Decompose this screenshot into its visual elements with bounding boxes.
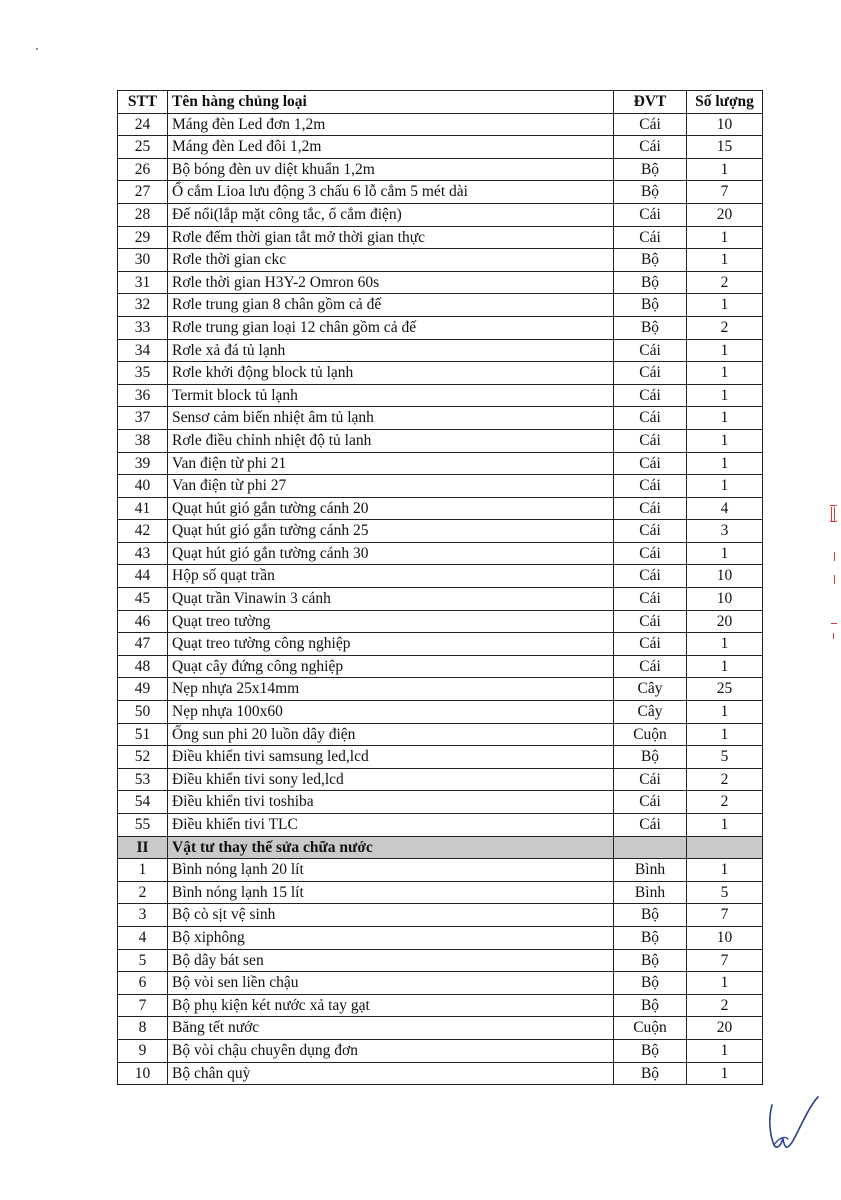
row-unit: Cái xyxy=(614,768,687,791)
row-stt: 47 xyxy=(118,633,168,656)
row-item-name: Bộ bóng đèn uv diệt khuẩn 1,2m xyxy=(168,158,614,181)
row-quantity: 1 xyxy=(687,429,763,452)
row-stt: 37 xyxy=(118,407,168,430)
row-item-name: Quạt treo tường xyxy=(168,610,614,633)
table-row xyxy=(118,1062,763,1085)
row-stt: 38 xyxy=(118,429,168,452)
row-unit: Bộ xyxy=(614,926,687,949)
table-body xyxy=(118,113,763,1085)
row-stt: 39 xyxy=(118,452,168,475)
row-item-name: Quạt cây đứng công nghiệp xyxy=(168,655,614,678)
row-item-name: Bộ xiphông xyxy=(168,926,614,949)
section-row xyxy=(118,836,763,859)
table-row xyxy=(118,1039,763,1062)
row-unit: Cái xyxy=(614,362,687,385)
row-item-name: Ổ cắm Lioa lưu động 3 chấu 6 lỗ cắm 5 mét dài xyxy=(168,181,614,204)
row-unit: Cây xyxy=(614,701,687,724)
row-item-name: Quạt treo tường công nghiệp xyxy=(168,633,614,656)
row-item-name: Hộp số quạt trần xyxy=(168,565,614,588)
row-unit: Bộ xyxy=(614,181,687,204)
row-unit: Bộ xyxy=(614,158,687,181)
table-row xyxy=(118,542,763,565)
table-row xyxy=(118,407,763,430)
row-unit: Cái xyxy=(614,475,687,498)
row-quantity: 7 xyxy=(687,181,763,204)
row-unit: Cái xyxy=(614,655,687,678)
row-unit: Bộ xyxy=(614,949,687,972)
row-item-name: Bình nóng lạnh 20 lít xyxy=(168,859,614,882)
row-item-name: Rơle xả đá tủ lạnh xyxy=(168,339,614,362)
row-item-name: Bộ phụ kiện két nước xả tay gạt xyxy=(168,994,614,1017)
row-unit: Cuộn xyxy=(614,1017,687,1040)
table-row xyxy=(118,768,763,791)
row-quantity: 1 xyxy=(687,701,763,724)
row-unit: Cái xyxy=(614,226,687,249)
row-quantity: 15 xyxy=(687,136,763,159)
row-unit: Bộ xyxy=(614,294,687,317)
row-item-name: Nẹp nhựa 100x60 xyxy=(168,701,614,724)
row-quantity: 1 xyxy=(687,859,763,882)
row-unit: Bộ xyxy=(614,271,687,294)
row-item-name: Máng đèn Led đơn 1,2m xyxy=(168,113,614,136)
row-item-name: Rơle trung gian loại 12 chân gồm cả đế xyxy=(168,316,614,339)
row-stt: 29 xyxy=(118,226,168,249)
row-unit: Cái xyxy=(614,633,687,656)
table-row xyxy=(118,452,763,475)
row-item-name: Quạt trần Vinawin 3 cánh xyxy=(168,588,614,611)
table-row xyxy=(118,136,763,159)
row-quantity: 7 xyxy=(687,904,763,927)
table-row xyxy=(118,926,763,949)
row-stt: 31 xyxy=(118,271,168,294)
row-unit: Cái xyxy=(614,588,687,611)
row-stt: 30 xyxy=(118,249,168,272)
row-quantity: 20 xyxy=(687,610,763,633)
row-item-name: Vật tư thay thế sửa chữa nước xyxy=(168,836,614,859)
row-item-name: Bộ vòi chậu chuyên dụng đơn xyxy=(168,1039,614,1062)
row-quantity xyxy=(687,836,763,859)
row-item-name: Điều khiển tivi samsung led,lcd xyxy=(168,746,614,769)
row-quantity: 5 xyxy=(687,881,763,904)
row-quantity: 20 xyxy=(687,1017,763,1040)
row-item-name: Bộ chân quỳ xyxy=(168,1062,614,1085)
row-item-name: Băng tết nước xyxy=(168,1017,614,1040)
table-row xyxy=(118,994,763,1017)
table-row xyxy=(118,701,763,724)
row-stt: II xyxy=(118,836,168,859)
row-unit: Bộ xyxy=(614,249,687,272)
row-quantity: 1 xyxy=(687,339,763,362)
row-unit: Cái xyxy=(614,565,687,588)
table-row xyxy=(118,226,763,249)
row-item-name: Van điện từ phi 27 xyxy=(168,475,614,498)
row-unit: Cái xyxy=(614,384,687,407)
row-stt: 54 xyxy=(118,791,168,814)
row-unit: Cái xyxy=(614,429,687,452)
row-stt: 50 xyxy=(118,701,168,724)
row-stt: 27 xyxy=(118,181,168,204)
table-row xyxy=(118,339,763,362)
table-row xyxy=(118,565,763,588)
row-quantity: 1 xyxy=(687,475,763,498)
row-unit: Cây xyxy=(614,678,687,701)
row-item-name: Đế nổi(lắp mặt công tắc, ổ cắm điện) xyxy=(168,203,614,226)
row-quantity: 1 xyxy=(687,362,763,385)
row-quantity: 7 xyxy=(687,949,763,972)
table-row xyxy=(118,181,763,204)
row-stt: 33 xyxy=(118,316,168,339)
row-quantity: 1 xyxy=(687,972,763,995)
row-quantity: 1 xyxy=(687,1062,763,1085)
row-stt: 8 xyxy=(118,1017,168,1040)
row-item-name: Quạt hút gió gắn tường cánh 30 xyxy=(168,542,614,565)
row-unit: Cái xyxy=(614,136,687,159)
row-stt: 40 xyxy=(118,475,168,498)
row-quantity: 1 xyxy=(687,1039,763,1062)
row-stt: 52 xyxy=(118,746,168,769)
row-stt: 7 xyxy=(118,994,168,1017)
table-row xyxy=(118,949,763,972)
row-quantity: 10 xyxy=(687,926,763,949)
table-row xyxy=(118,723,763,746)
row-stt: 4 xyxy=(118,926,168,949)
row-unit: Cái xyxy=(614,452,687,475)
row-unit: Bình xyxy=(614,859,687,882)
row-quantity: 2 xyxy=(687,768,763,791)
row-unit: Cái xyxy=(614,497,687,520)
row-stt: 25 xyxy=(118,136,168,159)
row-quantity: 2 xyxy=(687,271,763,294)
row-stt: 51 xyxy=(118,723,168,746)
row-stt: 44 xyxy=(118,565,168,588)
row-stt: 46 xyxy=(118,610,168,633)
table-row xyxy=(118,384,763,407)
row-stt: 9 xyxy=(118,1039,168,1062)
row-stt: 5 xyxy=(118,949,168,972)
row-unit: Bộ xyxy=(614,746,687,769)
table-row xyxy=(118,655,763,678)
row-stt: 34 xyxy=(118,339,168,362)
row-stt: 36 xyxy=(118,384,168,407)
row-item-name: Bộ cò sịt vệ sinh xyxy=(168,904,614,927)
row-stt: 28 xyxy=(118,203,168,226)
row-item-name: Termit block tủ lạnh xyxy=(168,384,614,407)
table-row xyxy=(118,113,763,136)
table-row xyxy=(118,633,763,656)
header-stt: STT xyxy=(118,91,168,114)
row-item-name: Rơle thời gian H3Y-2 Omron 60s xyxy=(168,271,614,294)
table-row xyxy=(118,814,763,837)
row-quantity: 1 xyxy=(687,384,763,407)
row-item-name: Máng đèn Led đôi 1,2m xyxy=(168,136,614,159)
row-unit: Bộ xyxy=(614,1062,687,1085)
table-row xyxy=(118,859,763,882)
row-stt: 1 xyxy=(118,859,168,882)
table-row xyxy=(118,429,763,452)
table-row xyxy=(118,972,763,995)
row-stt: 3 xyxy=(118,904,168,927)
row-quantity: 4 xyxy=(687,497,763,520)
row-unit: Cái xyxy=(614,791,687,814)
row-stt: 55 xyxy=(118,814,168,837)
row-item-name: Điều khiển tivi sony led,lcd xyxy=(168,768,614,791)
materials-table xyxy=(117,90,763,1085)
table-row xyxy=(118,271,763,294)
table-row xyxy=(118,316,763,339)
row-stt: 35 xyxy=(118,362,168,385)
row-item-name: Bộ dây bát sen xyxy=(168,949,614,972)
row-stt: 43 xyxy=(118,542,168,565)
scan-speck xyxy=(36,48,38,50)
row-quantity: 1 xyxy=(687,407,763,430)
row-item-name: Quạt hút gió gắn tường cánh 20 xyxy=(168,497,614,520)
table-row xyxy=(118,497,763,520)
row-unit: Bộ xyxy=(614,904,687,927)
row-quantity: 1 xyxy=(687,542,763,565)
row-quantity: 1 xyxy=(687,158,763,181)
row-quantity: 1 xyxy=(687,249,763,272)
table-row xyxy=(118,362,763,385)
row-item-name: Sensơ cảm biến nhiệt âm tủ lạnh xyxy=(168,407,614,430)
table-row xyxy=(118,249,763,272)
row-stt: 26 xyxy=(118,158,168,181)
header-unit: ĐVT xyxy=(614,91,687,114)
table-row xyxy=(118,520,763,543)
table-row xyxy=(118,746,763,769)
row-unit xyxy=(614,836,687,859)
header-item-name: Tên hàng chủng loại xyxy=(168,91,614,114)
row-stt: 41 xyxy=(118,497,168,520)
row-quantity: 3 xyxy=(687,520,763,543)
table-row xyxy=(118,610,763,633)
margin-marks xyxy=(828,500,840,650)
row-stt: 32 xyxy=(118,294,168,317)
table-row xyxy=(118,881,763,904)
row-stt: 42 xyxy=(118,520,168,543)
row-quantity: 20 xyxy=(687,203,763,226)
row-quantity: 2 xyxy=(687,994,763,1017)
row-quantity: 1 xyxy=(687,655,763,678)
row-stt: 48 xyxy=(118,655,168,678)
row-quantity: 2 xyxy=(687,791,763,814)
row-quantity: 1 xyxy=(687,814,763,837)
row-quantity: 2 xyxy=(687,316,763,339)
row-item-name: Rơle khởi động block tủ lạnh xyxy=(168,362,614,385)
row-item-name: Van điện từ phi 21 xyxy=(168,452,614,475)
row-stt: 2 xyxy=(118,881,168,904)
table-row xyxy=(118,904,763,927)
row-item-name: Rơle đếm thời gian tắt mở thời gian thực xyxy=(168,226,614,249)
row-quantity: 1 xyxy=(687,633,763,656)
row-quantity: 1 xyxy=(687,452,763,475)
row-unit: Cuộn xyxy=(614,723,687,746)
row-unit: Bộ xyxy=(614,1039,687,1062)
row-quantity: 5 xyxy=(687,746,763,769)
row-quantity: 25 xyxy=(687,678,763,701)
row-item-name: Nẹp nhựa 25x14mm xyxy=(168,678,614,701)
row-item-name: Điều khiển tivi toshiba xyxy=(168,791,614,814)
row-item-name: Rơle trung gian 8 chân gồm cả đế xyxy=(168,294,614,317)
row-item-name: Ống sun phi 20 luồn dây điện xyxy=(168,723,614,746)
table-header-row xyxy=(118,91,763,114)
row-item-name: Quạt hút gió gắn tường cánh 25 xyxy=(168,520,614,543)
handwritten-signature xyxy=(760,1095,820,1155)
table-row xyxy=(118,475,763,498)
row-stt: 45 xyxy=(118,588,168,611)
row-stt: 6 xyxy=(118,972,168,995)
row-unit: Cái xyxy=(614,339,687,362)
row-unit: Bình xyxy=(614,881,687,904)
row-quantity: 1 xyxy=(687,226,763,249)
row-quantity: 1 xyxy=(687,294,763,317)
row-item-name: Bình nóng lạnh 15 lít xyxy=(168,881,614,904)
row-stt: 53 xyxy=(118,768,168,791)
row-stt: 10 xyxy=(118,1062,168,1085)
row-unit: Cái xyxy=(614,610,687,633)
table-row xyxy=(118,588,763,611)
table-row xyxy=(118,678,763,701)
row-unit: Cái xyxy=(614,407,687,430)
row-stt: 49 xyxy=(118,678,168,701)
row-unit: Cái xyxy=(614,113,687,136)
row-unit: Cái xyxy=(614,814,687,837)
header-quantity: Số lượng xyxy=(687,91,763,114)
table-row xyxy=(118,791,763,814)
row-quantity: 10 xyxy=(687,113,763,136)
row-item-name: Rơle điều chỉnh nhiệt độ tủ lanh xyxy=(168,429,614,452)
row-quantity: 10 xyxy=(687,588,763,611)
row-item-name: Rơle thời gian ckc xyxy=(168,249,614,272)
row-stt: 24 xyxy=(118,113,168,136)
row-unit: Cái xyxy=(614,203,687,226)
table-row xyxy=(118,203,763,226)
row-unit: Cái xyxy=(614,542,687,565)
table-row xyxy=(118,294,763,317)
row-unit: Bộ xyxy=(614,972,687,995)
table-row xyxy=(118,158,763,181)
row-unit: Bộ xyxy=(614,994,687,1017)
row-item-name: Bộ vòi sen liền chậu xyxy=(168,972,614,995)
row-item-name: Điều khiển tivi TLC xyxy=(168,814,614,837)
row-unit: Bộ xyxy=(614,316,687,339)
table-row xyxy=(118,1017,763,1040)
row-quantity: 10 xyxy=(687,565,763,588)
row-quantity: 1 xyxy=(687,723,763,746)
row-unit: Cái xyxy=(614,520,687,543)
